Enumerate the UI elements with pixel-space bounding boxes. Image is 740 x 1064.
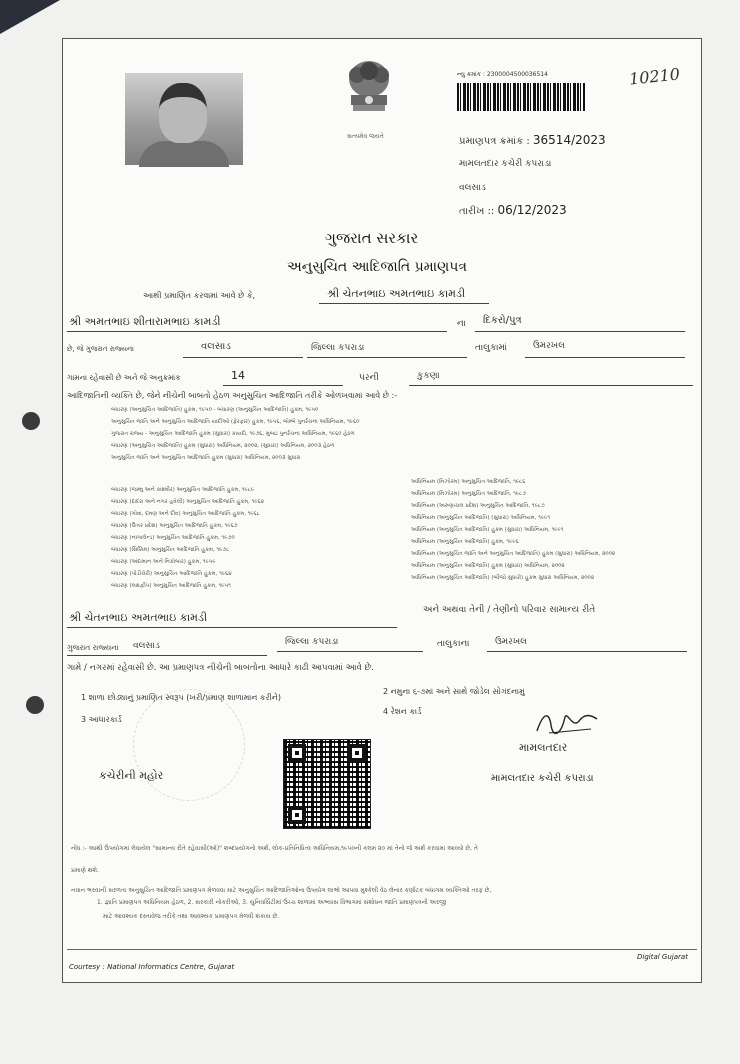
caste-number: 14 <box>231 369 245 382</box>
tribe-line: આદિજાતિની વ્યક્તિ છે, જેને નીચેની બાબતો હેઠળ અનુસુચિત આદિજાતિ તરીકે ઓળખવામાં આવે છે :- <box>67 391 398 400</box>
intro-text: આથી પ્રમાણિત કરવામાં આવે છે કે, <box>143 291 256 300</box>
certificate-title: અનુસુચિત આદિજાતિ પ્રમાણપત્ર <box>287 259 467 275</box>
father-name: શ્રી અમતભાઇ શીતારામભાઇ કામડી <box>69 315 221 328</box>
barcode <box>457 83 585 111</box>
district2-value: વલસાડ <box>133 641 160 651</box>
applicant-name-2: શ્રી ચેતનભાઇ અમતભાઇ કામડી <box>69 611 208 624</box>
issue-date: 06/12/2023 <box>497 203 567 217</box>
serial-number-line <box>457 71 548 79</box>
serial-label: ન્યુ ક્રમાંક : <box>457 71 485 78</box>
applicant-2-underline <box>67 627 397 628</box>
order-right-3: અધિનિયમ (અરુણાચલ પ્રદેશ) અનુસુચિત આદિજાતિ, ૧૯૮૭ <box>411 503 545 509</box>
order-right-1: અધિનિયમ (મિઝોરમ) અનુસુચિત આદિજાતિ, ૧૯૮૬ <box>411 479 526 485</box>
order-right-6: અધિનિયમ (અનુસુચિત આદિજાતિ) હુકમ, ૧૯૯૬ <box>411 539 519 545</box>
village-underline <box>525 357 685 358</box>
punch-hole-bottom <box>26 696 44 714</box>
relation-value: દિકરો/પુત્ર <box>483 315 522 326</box>
order-right-4: અધિનિયમ (અનુસુચિત આદિજાતિ) (સુધારા) અધિનિયમ, ૧૯૯૧ <box>411 515 551 521</box>
qr-finder-bottom-left <box>288 806 306 824</box>
order-left-5: બંધારણ (નાગાલેન્ડ) અનુસુચિત આદિજાતિ હુકમ, ૧૯૭૦ <box>111 535 235 541</box>
order-left-7: બંધારણ (અંદામાન અને નિકોબાર) હુકમ, ૧૯૫૯ <box>111 559 216 565</box>
photo-shoulders <box>139 141 229 167</box>
signatory-office: મામલતદાર કચેરી કપરાડા <box>491 773 594 784</box>
order-left-1: બંધારણ (જમ્મુ અને કાશ્મીર) અનુસુચિત આદિજાતિ હુકમ, ૧૯૮૯ <box>111 487 255 493</box>
state-emblem-icon <box>341 57 397 131</box>
district-label <box>311 343 364 353</box>
order-top-3: ગુજરાત રાજ્ય - અનુસુચિત આદિજાતિ હુકમ (સુધારા) કાયદો, ૧૯૭૬, મુંબઇ પુનર્રચના અધિનિયમ, ૧૯૬૦ હેઠળ <box>111 431 355 437</box>
district2-label-text: જિલ્લા <box>285 637 310 647</box>
signatory-title: મામલતદાર <box>519 741 568 754</box>
district2-underline <box>67 655 267 656</box>
footer-guidance-2: 1. જ્ઞાતિ પ્રમાણપત્ર અધિનિયમ હેઠળ, 2. સરકારી નોકરીઓ, 3. યુનિવર્સિટીમાં ઉચ્ચ શાળામાં અભ્યાસ વિભાગમાં સંશોધન જાતિ પ્રમાણપત્રની અરજી <box>97 899 447 906</box>
signature-image <box>531 707 601 739</box>
qr-code <box>283 739 371 829</box>
order-right-8: અધિનિયમ (અનુસુચિત આદિજાતિ) હુકમ (સુધારા) અધિનિયમ, ૨૦૦૨ <box>411 563 565 569</box>
taluka2-label: તાલુકાના <box>437 639 470 649</box>
office-name: મામલતદાર કચેરી કપરાડા <box>459 159 552 169</box>
office-district: વલસાડ <box>459 183 486 193</box>
order-left-8: બંધારણ (પોંડીચેરી) અનુસુચિત આદિજાતિ હુકમ, ૧૯૬૪ <box>111 571 232 577</box>
caste-name: કુકણા <box>417 371 440 381</box>
basis-line: ગામે / નગરમાં રહેવાસી છે. આ પ્રમાણપત્ર નીચેની બાબતોના આધારે કાઢી આપવામાં આવે છે. <box>67 663 374 673</box>
government-title: ગુજરાત સરકાર <box>325 229 419 247</box>
footer-note: નોંધ :- આથી ઉપયોગમાં લેવાયેલ "સામાન્ય રીતે રહેવાસી(ઓ)" શબ્દપ્રયોગનો અર્થ, લોક-પ્રતિનિધિત્વ અધિનિયમ,૧૯૫૦ની કલમ ૨૦ માં તેનો જે અર્થ કરવામાં આવ્યો છે, તે <box>71 845 478 852</box>
footer-guidance: નવાન ભરવાની સરળતા અનુસુચિત આદિજાતિ પ્રમાણપત્ર મેળવવા માટે અનુસુચિત આદિજાતિઓના ઉપયોગ લાભો આપવા મુશ્કેલી વેઠ લેનાર કર્ણાટક બંધાગમ વ્યક્તિઓ તરફ છે, <box>71 887 492 894</box>
evidence-item-2: 2 નમુના ૬-૭માં અને સાથે જોડેલ સોગંદનામું <box>383 687 525 696</box>
taluka2-underline <box>277 651 423 652</box>
order-top-2: અનુસુચિત જાતિ અને અનુસુચિત આદિજાતિ યાદીઓ (ફેરફાર) હુકમ, ૧૯૫૬, બોમ્બે પુનર્રચના અધિનિયમ, ૧૯૬૦ <box>111 419 360 425</box>
certificate-page <box>62 38 702 983</box>
evidence-item-4: 4 રેશન કાર્ડ <box>383 707 422 716</box>
photo-face <box>159 83 207 143</box>
applicant-name: શ્રી ચેતનભાઇ અમતભાઇ કામડી <box>327 287 466 300</box>
office-stamp-circle <box>133 689 245 801</box>
issue-date-label: તારીખ :: <box>459 206 495 217</box>
district-label-text: જિલ્લા <box>311 343 336 353</box>
order-right-7: અધિનિયમ (અનુસુચિત જાતિ અને અનુસુચિત આદિજાતિ) હુકમ (સુધારા) અધિનિયમ, ૨૦૦૨ <box>411 551 616 557</box>
applicant-underline <box>319 303 489 304</box>
footer-rule <box>67 949 697 950</box>
qr-finder-top-left <box>288 744 306 762</box>
evidence-item-3: 3 આધારકાર્ડ <box>81 715 122 724</box>
district-underline <box>183 357 303 358</box>
taluka-underline <box>307 357 467 358</box>
courtesy-text: Courtesy : National Informatics Centre, Gujarat <box>69 963 235 971</box>
district2-label <box>285 637 338 647</box>
footer-note-2: પ્રમાણે થશે. <box>71 867 99 874</box>
digital-gujarat-text: Digital Gujarat <box>637 953 688 961</box>
order-right-5: અધિનિયમ (અનુસુચિત આદિજાતિ) હુકમ (સુધારા) અધિનિયમ, ૧૯૯૧ <box>411 527 564 533</box>
cert-number-line <box>459 133 606 147</box>
state2-label: ગુજરાત રાજ્યના <box>67 643 119 652</box>
relation-underline <box>475 331 685 332</box>
order-top-1: બંધારણ (અનુસુચિત આદિજાતિ) હુકમ, ૧૯૫૦ - બંધારણ (અનુસુચિત આદિજાતિ) હુકમ, ૧૯૫૦ <box>111 407 319 413</box>
village-value: ઉમરખલ <box>533 341 566 351</box>
order-left-4: બંધારણ (ઉત્તર પ્રદેશ) અનુસુચિત આદિજાતિ હુકમ, ૧૯૬૭ <box>111 523 238 529</box>
order-right-2: અધિનિયમ (મિઝોરમ) અનુસુચિત આદિજાતિ, ૧૯૮૭ <box>411 491 527 497</box>
cert-number: 36514/2023 <box>532 133 606 147</box>
caste-number-underline <box>223 385 343 386</box>
caste-word-label: પરની <box>359 373 379 383</box>
applicant-photo <box>125 73 243 165</box>
issue-date-line <box>459 203 567 217</box>
taluka-value: કપરાડા <box>338 343 365 353</box>
caste-label: ગામના રહેવાસી છે અને જે અનુક્રમાંક <box>67 373 181 382</box>
relation-label: ના <box>457 319 466 329</box>
father-underline <box>67 331 447 332</box>
order-left-6: બંધારણ (સિક્કિમ) અનુસુચિત આદિજાતિ હુકમ, ૧૯૭૮ <box>111 547 230 553</box>
serial-number: 2300004500036514 <box>486 71 548 78</box>
order-right-9: અધિનિયમ (અનુસુચિત આદિજાતિ) (બીજો સુધારો) હુકમ સુધારા અધિનિયમ, ૨૦૦૨ <box>411 575 595 581</box>
order-left-3: બંધારણ (ગોવા, દમણ અને દીવ) અનુસુચિત આદિજાતિ હુકમ, ૧૯૬૮ <box>111 511 260 517</box>
district-value: વલસાડ <box>201 341 231 352</box>
evidence-item-1: 1 શાળા છોડ્યાનું પ્રમાણિત સ્વરૂપ (ખરી/પ્રમાણ શાળામાન કરીને) <box>81 693 281 702</box>
taluka2-value: કપરાડા <box>312 637 339 647</box>
stamp-caption: કચેરીની મહોર <box>99 769 164 782</box>
qr-finder-top-right <box>348 744 366 762</box>
cert-number-label: પ્રમાણપત્ર ક્રમાંક : <box>459 136 530 147</box>
handwritten-number: 10210 <box>628 64 681 89</box>
footer-guidance-3: માટે આવશ્યક દસ્તાવેજ તરીકે તથા આવશ્યક પ્રમાણપત્ર મેળવી શકાય છે. <box>103 913 280 920</box>
order-top-5: અનુસુચિત જાતિ અને અનુસુચિત આદિજાતિ હુકમ (સુધારા) અધિનિયમ, ૨૦૦૩ સુધારા <box>111 455 301 461</box>
caste-name-underline <box>409 385 693 386</box>
emblem-caption: સત્યમેવ જયતે <box>347 133 384 140</box>
punch-hole-top <box>22 412 40 430</box>
village2-value: ઉમરખલ <box>495 637 528 647</box>
scan-corner-shadow <box>0 0 60 34</box>
family-line: અને અથવા તેની / તેણીનો પરિવાર સામાન્ય રીતે <box>423 605 596 615</box>
order-top-4: બંધારણ (અનુસુચિત આદિજાતિ) હુકમ (સુધારા) અધિનિયમ, ૨૦૦૨, (સુધારા) અધિનિયમ, ૨૦૦૩ હેઠળ <box>111 443 335 449</box>
order-left-2: બંધારણ (દાદરા અને નગર હવેલી) અનુસુચિત આદિજાતિ હુકમ, ૧૯૬૨ <box>111 499 264 505</box>
state-label: છે, જે ગુજરાત રાજ્યના <box>67 345 134 353</box>
village2-underline <box>487 651 687 652</box>
order-left-9: બંધારણ (લક્ષદ્વીપ) અનુસુચિત આદિજાતિ હુકમ, ૧૯૫૧ <box>111 583 231 589</box>
taluka-label: તાલુકામાં <box>475 343 508 353</box>
